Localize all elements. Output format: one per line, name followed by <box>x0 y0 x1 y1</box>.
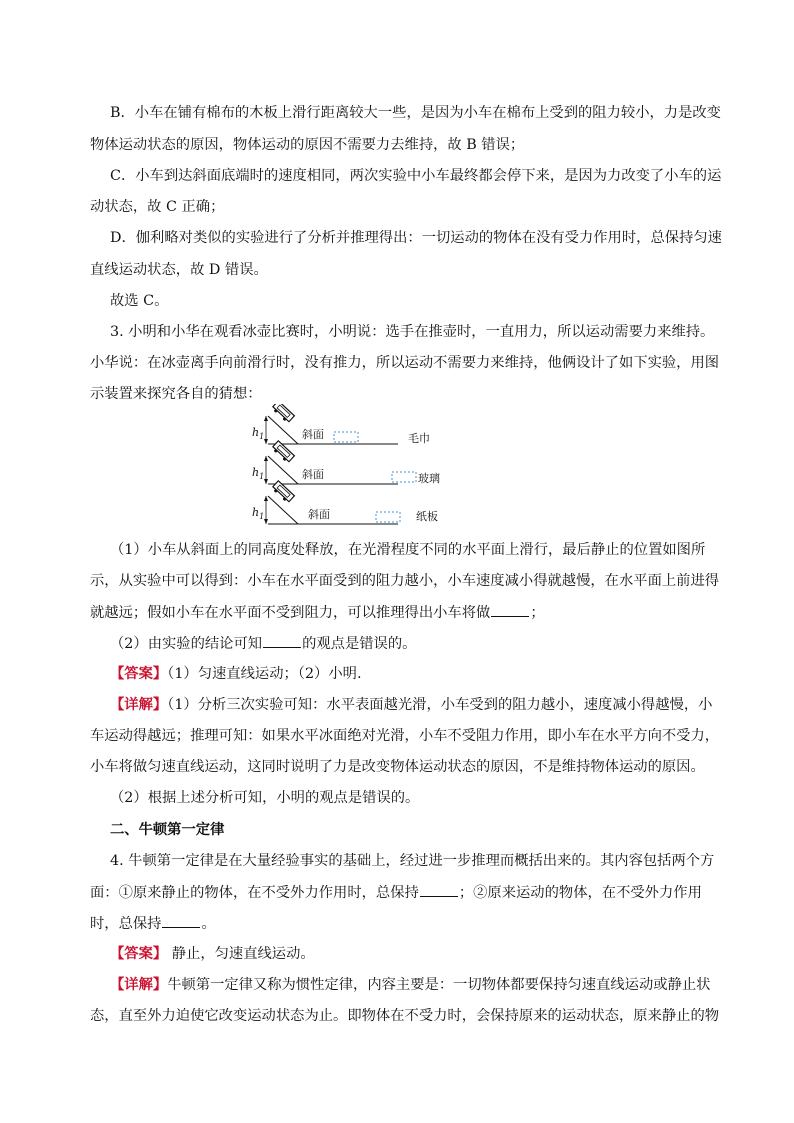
option-d-line-1: D．伽利略对类似的实验进行了分析并推理得出：一切运动的物体在没有受力作用时，总保持匀速 <box>110 230 722 246</box>
h1-label-2: $h_1$ <box>252 466 265 481</box>
detail-tag: 【详解】 <box>110 697 168 713</box>
q3-detail-text-1: （1）分析三次实验可知：水平表面越光滑，小车受到的阻力越小，速度减小得越慢，小 <box>167 697 713 713</box>
surface-label-3: 纸板 <box>416 510 438 523</box>
cart-stop-position-1 <box>334 432 358 442</box>
option-b-line-2: 物体运动状态的原因，物体运动的原因不需要力去维持，故 B 错误； <box>90 137 525 153</box>
surface-label-2: 玻璃 <box>418 472 440 485</box>
q4-detail-line-1 <box>110 975 710 995</box>
q4-answer-line <box>110 944 315 964</box>
q3-part1-line-1: （1）小车从斜面上的同高度处释放，在光滑程度不同的水平面上滑行，最后静止的位置如图所 <box>110 542 706 558</box>
q3-part1-line-2: 示，从实验中可以得到：小车在水平面受到的阻力越小，小车速度减小得就越慢，在水平面上前进得 <box>90 573 720 589</box>
setup-row-2 <box>252 441 440 485</box>
q3-stem-line-1: 3. 小明和小华在观看冰壶比赛时，小明说：选手在推壶时，一直用力，所以运动需要力来维持。 <box>110 324 715 340</box>
q3-stem-line-2: 小华说：在冰壶离手向前滑行时，没有推力，所以运动不需要力来维持，他俩设计了如下实验，用图 <box>90 355 720 371</box>
option-c-line-1: C．小车到达斜面底端时的速度相同，两次实验中小车最终都会停下来，是因为力改变了小车的运 <box>110 168 722 184</box>
cart-icon <box>271 404 294 424</box>
slope-label-2: 斜面 <box>302 468 324 481</box>
q4-stem-text-a: 面：①原来静止的物体，在不受外力作用时，总保持 <box>90 885 419 901</box>
cart-stop-position-2 <box>392 472 416 482</box>
q3-detail-line-3: 小车将做匀速直线运动，这同时说明了力是改变物体运动状态的原因，不是维持物体运动的原因。 <box>90 759 705 775</box>
setup-row-1 <box>252 404 430 445</box>
setup-row-3 <box>252 481 438 524</box>
choose-answer: 故选 C。 <box>110 293 169 309</box>
answer-blank[interactable] <box>263 633 301 648</box>
section-heading: 二、牛顿第一定律 <box>110 822 225 838</box>
q4-stem-line-2 <box>90 882 702 902</box>
q4-stem-line-3 <box>90 913 216 933</box>
answer-blank[interactable] <box>420 882 458 897</box>
q3-part1-line-3-end: ； <box>530 605 545 621</box>
answer-blank[interactable] <box>491 602 529 617</box>
q3-detail-line-4: （2）根据上述分析可知，小明的观点是错误的。 <box>110 790 420 806</box>
q3-detail-line-1 <box>110 695 712 715</box>
answer-tag: 【答案】 <box>110 666 168 682</box>
answer-tag: 【答案】 <box>110 946 168 962</box>
detail-tag: 【详解】 <box>110 977 168 993</box>
q4-answer-text: 静止，匀速直线运动。 <box>167 946 315 962</box>
q3-answer-text: （1）匀速直线运动；（2）小明. <box>167 666 362 682</box>
q4-stem-text-c: 时，总保持 <box>90 916 162 932</box>
slope-label-3: 斜面 <box>308 508 330 521</box>
h1-label-1: $h_1$ <box>252 426 265 441</box>
cart-stop-position-3 <box>376 512 400 522</box>
option-d-line-2: 直线运动状态，故 D 错误。 <box>90 262 268 278</box>
h1-label-3: $h_1$ <box>252 506 265 521</box>
q4-detail-text-1: 牛顿第一定律又称为惯性定律，内容主要是：一切物体都要保持匀速直线运动或静止状 <box>167 977 711 993</box>
q3-part1-line-3 <box>90 602 545 622</box>
q4-stem-text-d: 。 <box>201 916 216 932</box>
option-c-line-2: 动状态，故 C 正确； <box>90 199 225 215</box>
q3-answer-line <box>110 664 361 684</box>
q3-stem-line-3: 示装置来探究各自的猜想： <box>90 386 262 402</box>
q3-part2-text-a: （2）由实验的结论可知 <box>110 636 263 652</box>
option-b-line-1: B．小车在铺有棉布的木板上滑行距离较大一些，是因为小车在棉布上受到的阻力较小，力是改变 <box>110 105 721 121</box>
q4-detail-line-2: 态，直至外力迫使它改变运动状态为止。即物体在不受力时，会保持原来的运动状态，原来静止的物 <box>90 1008 720 1024</box>
q3-detail-line-2: 车运动得越远；推理可知：如果水平冰面绝对光滑，小车不受阻力作用，即小车在水平方向不受力， <box>90 728 720 744</box>
q4-stem-line-1: 4. 牛顿第一定律是在大量经验事实的基础上，经过进一步推理而概括出来的。其内容包括两个方 <box>110 853 715 869</box>
q3-part1-line-3-text: 就越远；假如小车在水平面不受到阻力，可以推理得出小车将做 <box>90 605 491 621</box>
q4-stem-text-b: ；②原来运动的物体，在不受外力作用 <box>458 885 702 901</box>
surface-label-1: 毛巾 <box>408 432 430 445</box>
answer-blank[interactable] <box>162 913 200 928</box>
q3-part2-text-b: 的观点是错误的。 <box>302 636 417 652</box>
incline-experiment-figure <box>246 404 456 534</box>
q3-part2-line <box>110 633 416 653</box>
slope-label-1: 斜面 <box>302 428 324 441</box>
